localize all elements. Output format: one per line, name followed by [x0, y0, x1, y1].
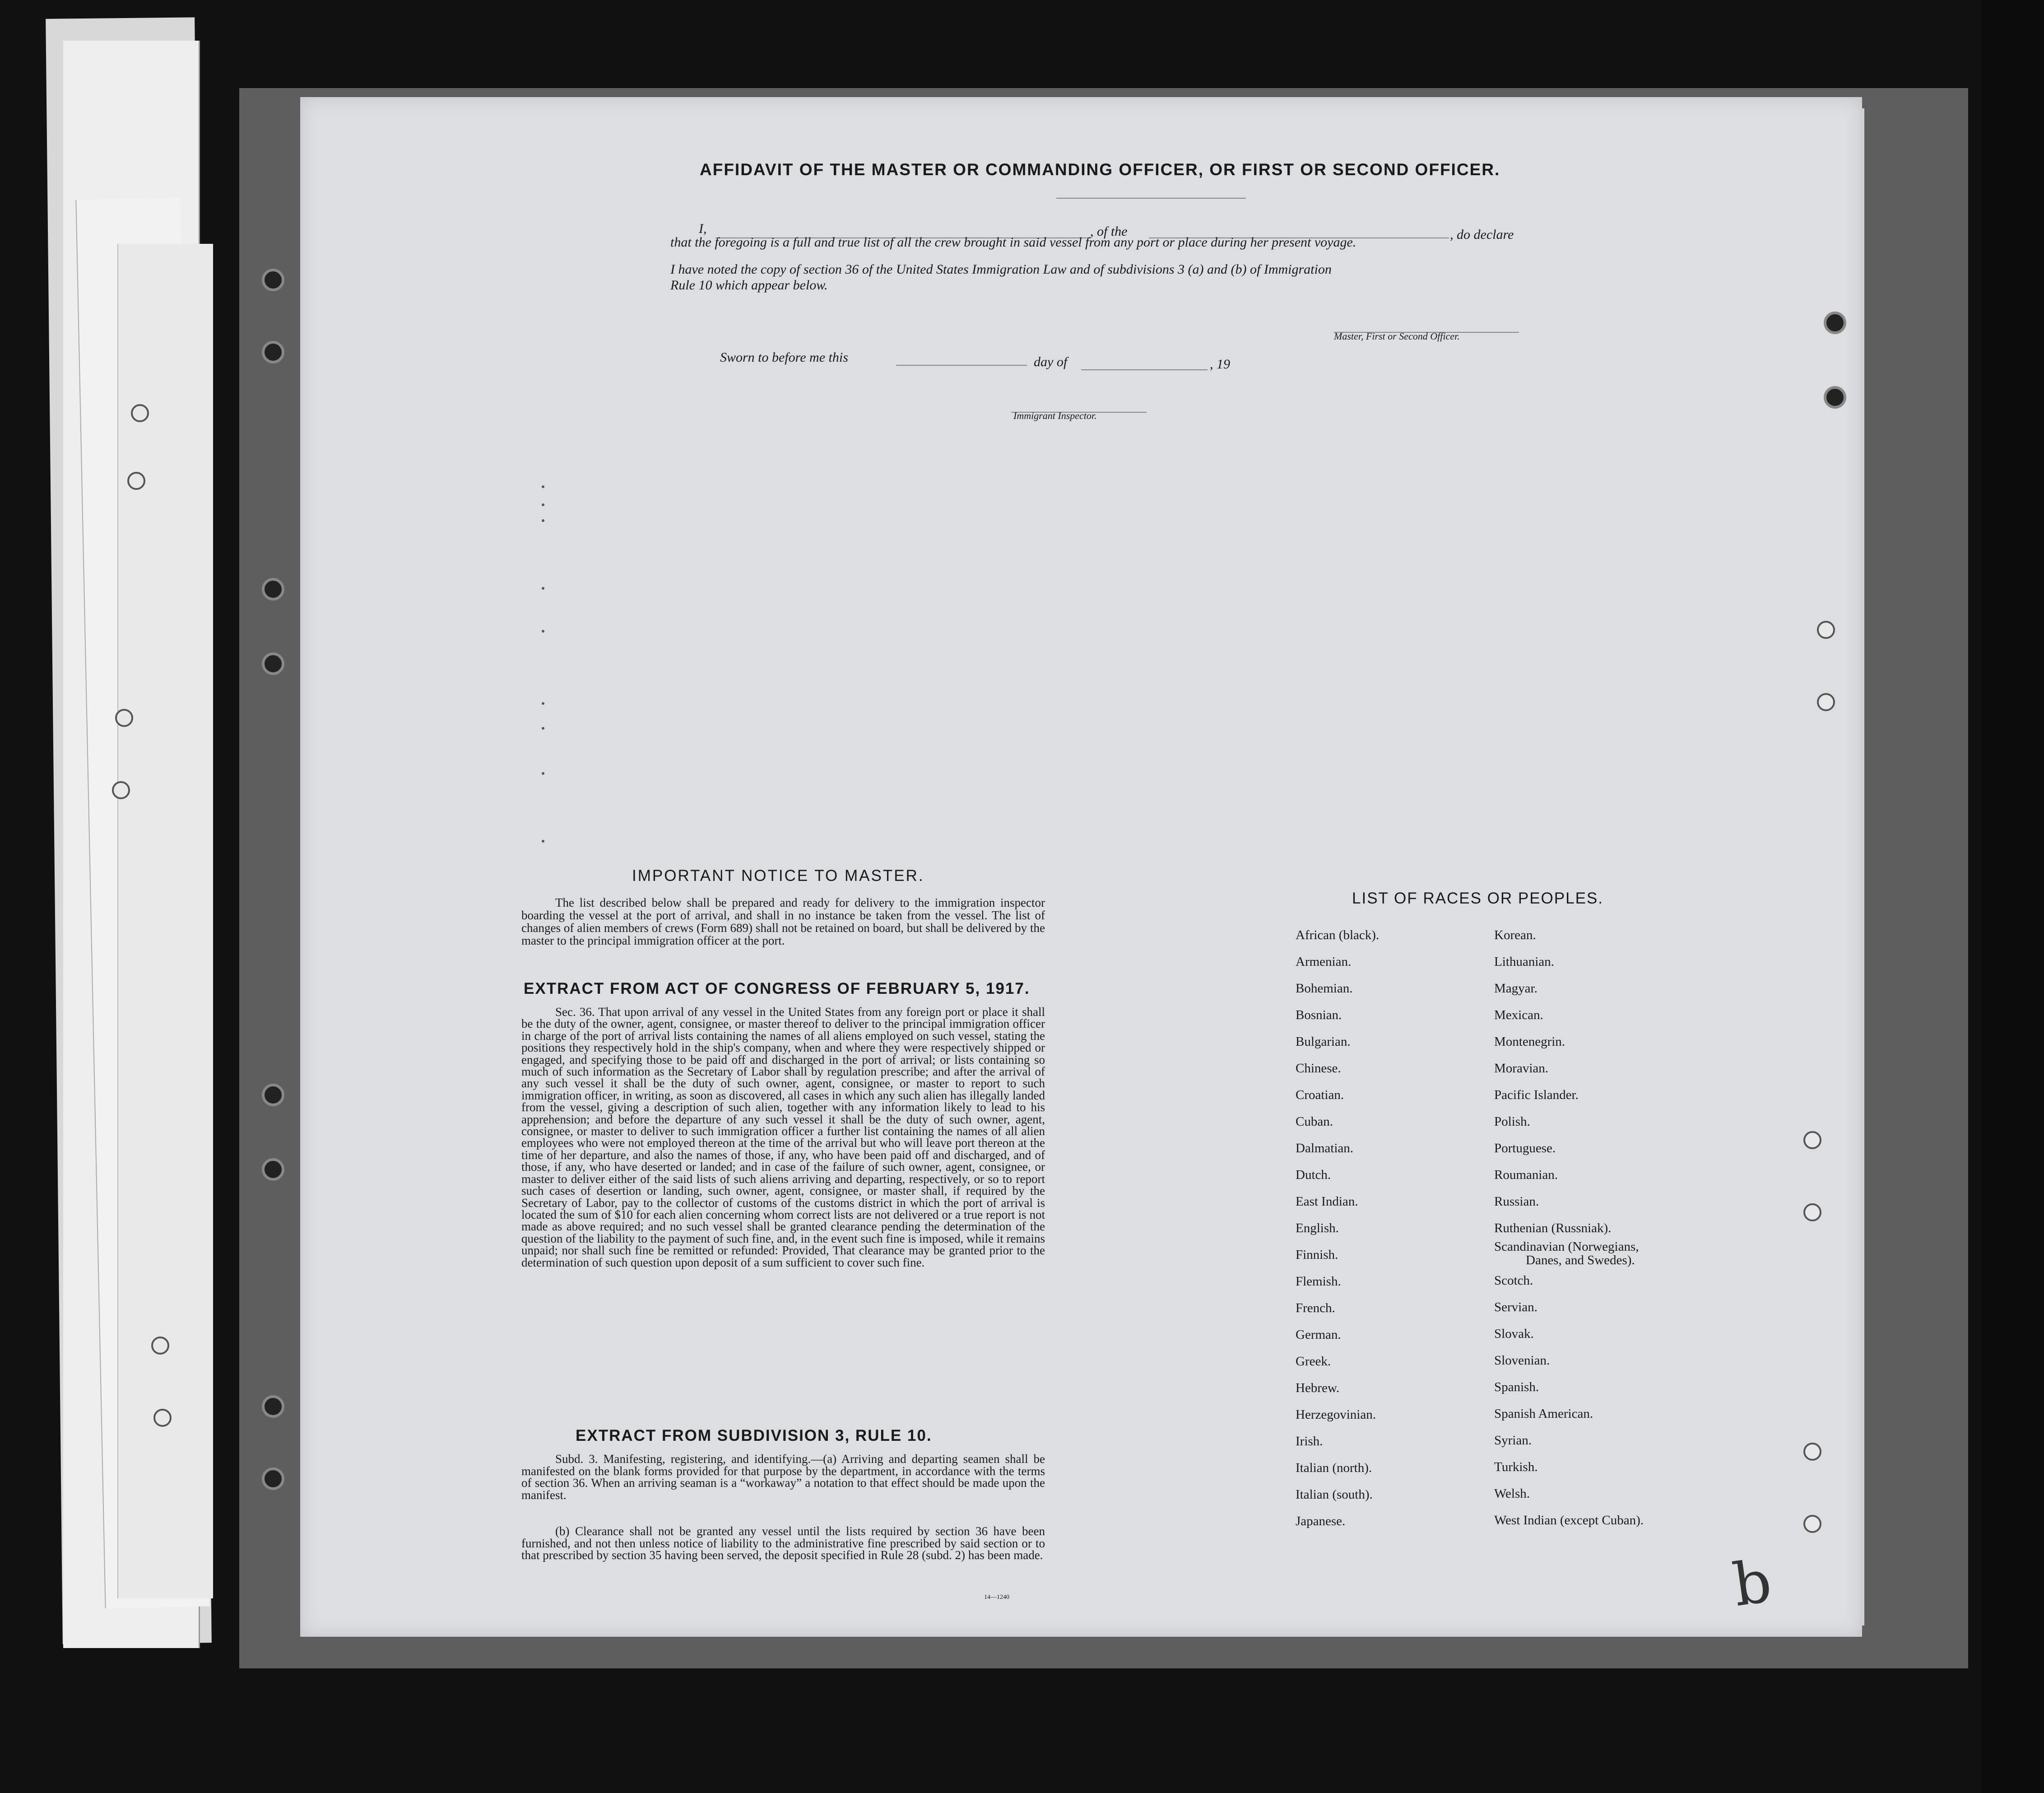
- speck: [542, 702, 544, 705]
- race-item: Slovenian.: [1494, 1353, 1550, 1368]
- affidavit-line2: I have noted the copy of section 36 of the United States Immigration Law and of subdivisions 3 (a) and (b) of Immigration: [670, 262, 1332, 277]
- backing-sheet: [117, 244, 213, 1598]
- binding-hole: [262, 1158, 284, 1181]
- speck: [542, 772, 544, 775]
- race-item: German.: [1296, 1327, 1341, 1342]
- race-item: Bosnian.: [1296, 1008, 1342, 1022]
- race-item: Moravian.: [1494, 1061, 1548, 1076]
- race-item: Danes, and Swedes).: [1526, 1253, 1635, 1267]
- race-item: Turkish.: [1494, 1460, 1538, 1474]
- punch-hole: [151, 1337, 169, 1355]
- punch-hole: [112, 781, 130, 799]
- affidavit-line3: Rule 10 which appear below.: [670, 278, 828, 293]
- race-item: African (black).: [1296, 928, 1380, 942]
- notice-title: IMPORTANT NOTICE TO MASTER.: [632, 867, 924, 885]
- rule-line: [1056, 198, 1246, 199]
- binding-hole: [262, 269, 284, 291]
- race-item: Ruthenian (Russniak).: [1494, 1221, 1612, 1235]
- binding-hole: [1803, 1131, 1821, 1149]
- master-signature-label: Master, First or Second Officer.: [1334, 331, 1460, 342]
- race-item: Roumanian.: [1494, 1168, 1558, 1182]
- race-item: Portuguese.: [1494, 1141, 1556, 1155]
- race-item: Pacific Islander.: [1494, 1088, 1579, 1102]
- binding-hole: [262, 1395, 284, 1418]
- day-of-label: day of: [1034, 354, 1068, 369]
- affidavit-line1: that the foregoing is a full and true list of all the crew brought in said vessel from any port or place during her present voyage.: [670, 235, 1356, 250]
- race-item: Mexican.: [1494, 1008, 1543, 1022]
- race-item: Finnish.: [1296, 1248, 1338, 1262]
- inspector-signature-label: Immigrant Inspector.: [1013, 410, 1097, 421]
- race-item: Spanish.: [1494, 1380, 1539, 1394]
- affidavit-i: I,: [699, 221, 707, 236]
- race-item: Japanese.: [1296, 1514, 1346, 1528]
- binding-hole: [1817, 621, 1835, 639]
- binding-hole: [1803, 1515, 1821, 1533]
- affidavit-of-the: , of the: [1090, 224, 1128, 239]
- race-item: Spanish American.: [1494, 1406, 1593, 1421]
- speck: [542, 519, 544, 522]
- race-item: Slovak.: [1494, 1327, 1534, 1341]
- speck: [542, 727, 544, 730]
- binding-hole: [1803, 1203, 1821, 1221]
- race-item: Bohemian.: [1296, 981, 1353, 996]
- manifest-page: [300, 97, 1862, 1637]
- race-item: Polish.: [1494, 1114, 1530, 1129]
- binding-hole: [262, 1467, 284, 1490]
- handwritten-mark: b: [1728, 1546, 1776, 1620]
- speck: [542, 840, 544, 843]
- speck: [542, 630, 544, 633]
- race-item: Magyar.: [1494, 981, 1538, 996]
- scanner-edge: [1982, 0, 2044, 1793]
- day-blank: [896, 365, 1027, 366]
- binding-hole: [1803, 1443, 1821, 1461]
- race-item: Italian (south).: [1296, 1487, 1373, 1502]
- binding-hole: [1824, 312, 1846, 334]
- rule-title: EXTRACT FROM SUBDIVISION 3, RULE 10.: [576, 1427, 932, 1444]
- binding-hole: [262, 652, 284, 675]
- race-item: Croatian.: [1296, 1088, 1344, 1102]
- race-item: Scandinavian (Norwegians,: [1494, 1239, 1639, 1254]
- race-item: Hebrew.: [1296, 1381, 1340, 1395]
- race-item: Welsh.: [1494, 1486, 1530, 1501]
- act-title: EXTRACT FROM ACT OF CONGRESS OF FEBRUARY 5, 1917.: [524, 980, 1030, 997]
- race-item: French.: [1296, 1301, 1335, 1315]
- race-item: Armenian.: [1296, 955, 1352, 969]
- race-item: Bulgarian.: [1296, 1034, 1351, 1049]
- race-item: Lithuanian.: [1494, 955, 1554, 969]
- punch-hole: [127, 472, 145, 490]
- speck: [542, 503, 544, 506]
- punch-hole: [115, 709, 133, 727]
- race-item: Flemish.: [1296, 1274, 1341, 1289]
- binding-hole: [262, 578, 284, 601]
- speck: [542, 485, 544, 488]
- race-item: English.: [1296, 1221, 1339, 1235]
- year-label: , 19: [1210, 357, 1230, 372]
- notice-body: The list described below shall be prepared and ready for delivery to the immigration inspector boarding the vessel at the port of arrival, and shall in no instance be taken from the vessel. The list of changes of alien members of crews (Form 689) shall not be retained on board, but shall be delivered by the master to the principal immigration officer at the port.: [521, 896, 1045, 947]
- affidavit-title: AFFIDAVIT OF THE MASTER OR COMMANDING OFFICER, OR FIRST OR SECOND OFFICER.: [700, 160, 1500, 179]
- race-item: Greek.: [1296, 1354, 1331, 1369]
- binding-hole: [1817, 693, 1835, 711]
- race-item: Italian (north).: [1296, 1461, 1372, 1475]
- races-title: LIST OF RACES OR PEOPLES.: [1352, 890, 1604, 907]
- month-blank: [1081, 369, 1208, 370]
- race-item: Dutch.: [1296, 1168, 1331, 1182]
- race-item: Chinese.: [1296, 1061, 1341, 1076]
- binding-hole: [1824, 386, 1846, 409]
- race-item: Syrian.: [1494, 1433, 1532, 1448]
- race-item: Servian.: [1494, 1300, 1538, 1314]
- form-number: 14—1240: [984, 1594, 1009, 1601]
- subdivision-3b-body: (b) Clearance shall not be granted any vessel until the lists required by section 36 have been furnished, and not then unless notice of liability to the administrative fine prescribed by said section or to that prescribed by section 35 having been served, the deposit specified in Rule 28 (subd. 2) has been made.: [521, 1524, 1045, 1562]
- race-item: Irish.: [1296, 1434, 1323, 1448]
- race-item: Herzegovinian.: [1296, 1407, 1376, 1422]
- speck: [542, 587, 544, 590]
- section-36-body: Sec. 36. That upon arrival of any vessel in the United States from any foreign port or place it shall be the duty of the owner, agent, consignee, or master thereof to deliver to the principal immigration officer in charge of the port of arrival lists containing the names of all aliens employed on such vessel, stating the positions they respectively hold in the ship's company, when and where they were respectively shipped or engaged, and specifying those to be paid off and discharged in the port of arrival; or lists containing so much of such information as the Secretary of Labor shall by regulation prescribe; and after the arrival of any such vessel it shall be the duty of such owner, agent, consignee, or master to report to such immigration officer, in writing, as soon as discovered, all cases in which any such alien has illegally landed from the vessel, giving a description of such alien, together with any information likely to lead to his apprehension; and before the departure of any such vessel it shall be the duty of such owner, agent, consignee, or master to deliver to such immigration officer a further list containing the names of all alien employees who were not employed thereon at the time of the arrival but who will leave port thereon at the time of her departure, and also the names of those, if any, who have been paid off and discharged, and of those, if any, who have deserted or landed; and in case of the failure of such owner, agent, consignee, or master to deliver either of the said lists of such aliens arriving and departing, respectively, or so to report such cases of desertion or landing, such owner, agent, consignee, or master shall, if required by the Secretary of Labor, pay to the collector of customs of the customs district in which the port of arrival is located the sum of $10 for each alien concerning whom correct lists are not delivered or a true report is not made as above required; and no such vessel shall be granted clearance pending the determination of the question of the liability to the payment of such fine, and, in the event such fine is imposed, while it remains unpaid; nor shall such fine be remitted or refunded: Provided, That clearance may be granted prior to the determination of such question upon deposit of a sum sufficient to cover such fine.: [521, 1005, 1045, 1269]
- race-item: Korean.: [1494, 928, 1536, 942]
- binding-hole: [262, 1084, 284, 1106]
- affidavit-do-declare: , do declare: [1450, 227, 1514, 242]
- race-item: West Indian (except Cuban).: [1494, 1513, 1644, 1528]
- race-item: East Indian.: [1296, 1194, 1358, 1209]
- race-item: Scotch.: [1494, 1273, 1533, 1288]
- race-item: Cuban.: [1296, 1114, 1333, 1129]
- subdivision-3a-body: Subd. 3. Manifesting, registering, and identifying.—(a) Arriving and departing seamen shall be manifested on the blank forms provided for that purpose by the department, in accordance with the terms of section 36. When an arriving seaman is a “workaway” a notation to that effect should be made upon the manifest.: [521, 1452, 1045, 1502]
- punch-hole: [153, 1409, 172, 1427]
- race-item: Russian.: [1494, 1194, 1539, 1209]
- sworn-label: Sworn to before me this: [720, 350, 848, 365]
- punch-hole: [131, 404, 149, 422]
- race-item: Dalmatian.: [1296, 1141, 1354, 1155]
- race-item: Montenegrin.: [1494, 1034, 1566, 1049]
- binding-hole: [262, 341, 284, 363]
